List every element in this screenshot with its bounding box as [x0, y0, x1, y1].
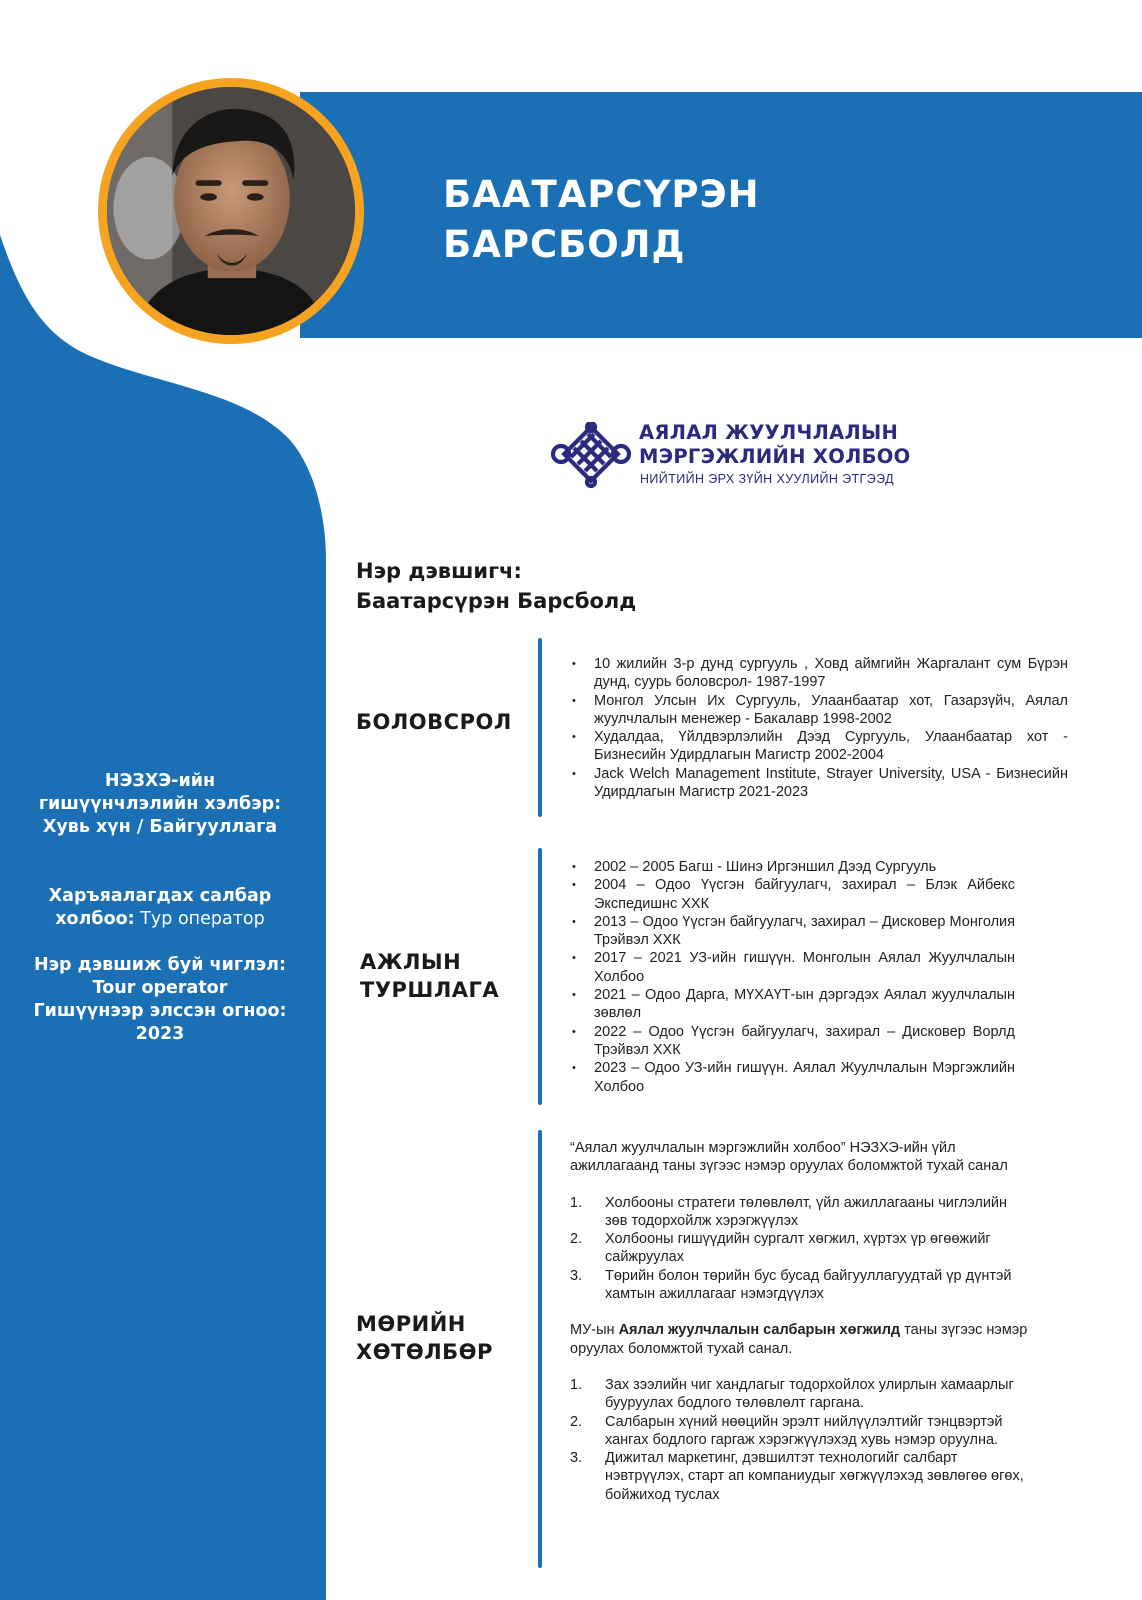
experience-title [360, 948, 499, 1004]
program-intro-sector-prefix: МУ-ын [570, 1322, 619, 1339]
nomination-direction [30, 954, 290, 1046]
education-divider [538, 638, 542, 817]
program-intro-sector [570, 1321, 1030, 1358]
joined-text: Гишүүнээр элссэн огноо: 2023 [33, 1001, 287, 1044]
item-number: 2. [570, 1231, 583, 1248]
header-name [443, 170, 760, 270]
item-number: 1. [570, 1194, 583, 1211]
list-item: • Монгол Улсын Их Сургууль, Улаанбаатар хот, Газарзүйч, Аялал жуулчлалын менежер - Бакалавр 1998-2002 [570, 692, 1068, 729]
item-text: Салбарын хүний нөөцийн эрэлт нийлүүлэлтийг тэнцвэртэй хангах бодлого гаргаж хэрэгжүүлэхэд хувь нэмэр оруулна. [605, 1413, 1003, 1448]
program-intro-sector-bold: Аялал жуулчлалын салбарын хөгжилд [618, 1322, 901, 1339]
membership-type [30, 770, 290, 839]
branch-label: Харъяалагдах салбар холбоо: [48, 886, 272, 929]
program-intro-association: “Аялал жуулчлалын мэргэжлийн холбоо” НЭЗХЭ-ийн үйл ажиллагаанд таны зүгээс нэмэр оруулах боломжтой тухай санал [570, 1140, 1008, 1175]
item-text: Зах зээлийн чиг хандлагыг тодорхойлох улирлын хамаарлыг бууруулах бодлого төлөвлөлт гаргана. [605, 1376, 1014, 1412]
list-item: • 2013 – Одоо Үүсгэн байгуулагч, захирал – Дисковер Монголия Трэйвэл ХХК [570, 913, 1015, 950]
experience-title-line1: АЖЛЫН [360, 950, 462, 974]
candidate-label: Нэр дэвшигч: [356, 559, 522, 583]
numbered-item [570, 1230, 1030, 1267]
program-list-association [570, 1194, 1030, 1304]
list-item: • 2002 – 2005 Багш - Шинэ Иргэншил Дээд Сургууль [570, 858, 1015, 876]
item-number: 1. [570, 1376, 583, 1393]
list-item: • 2022 – Одоо Үүсгэн байгуулагч, захирал – Дисковер Ворлд Трэйвэл ХХК [570, 1023, 1015, 1060]
item-text: Холбооны стратеги төлөвлөлт, үйл ажиллагааны чиглэлийн зөв тодорхойлж хэрэгжүүлэх [605, 1194, 1008, 1229]
education-title: БОЛОВСРОЛ [356, 710, 512, 734]
program-title-line1: МӨРИЙН [356, 1312, 466, 1336]
experience-list [570, 858, 1015, 1096]
numbered-item [570, 1413, 1030, 1450]
header-name-line1: БААТАРСҮРЭН [443, 173, 760, 216]
experience-divider [538, 848, 542, 1105]
item-number: 2. [570, 1413, 583, 1430]
association-logo [550, 418, 930, 493]
candidate-photo [98, 78, 364, 344]
program-title-line2: ХӨТӨЛБӨР [356, 1340, 493, 1364]
numbered-item [570, 1267, 1030, 1304]
list-item: • 2021 – Одоо Дарга, МҮХАҮТ-ын дэргэдэх Аялал жуулчлалын зөвлөл [570, 986, 1015, 1023]
numbered-item [570, 1194, 1030, 1231]
logo-title-line1: АЯЛАЛ ЖУУЛЧЛАЛЫН [639, 421, 899, 444]
endless-knot-icon [550, 422, 632, 488]
candidate-name: Баатарсүрэн Барсболд [356, 589, 637, 613]
candidate-heading [356, 556, 636, 616]
program-content [570, 1139, 1030, 1504]
list-item: • 2023 – Одоо УЗ-ийн гишүүн. Аялал Жуулчлалын Мэргэжлийн Холбоо [570, 1059, 1015, 1096]
direction-text: Нэр дэвшиж буй чиглэл: Tour operator [34, 955, 286, 998]
list-item: • Jack Welch Management Institute, Strayer University, USA - Бизнесийн Удирдлагын Магистр 2021-2023 [570, 765, 1068, 802]
list-item: • 2017 – 2021 УЗ-ийн гишүүн. Монголын Аялал Жуулчлалын Холбоо [570, 949, 1015, 986]
membership-text: НЭЗХЭ-ийн гишүүнчлэлийн хэлбэр: Хувь хүн / Байгууллага [38, 771, 282, 837]
logo-subtitle: НИЙТИЙН ЭРХ ЗҮЙН ХУУЛИЙН ЭТГЭЭД [640, 472, 894, 486]
item-text: Дижитал маркетинг, дэвшилтэт технологийг салбарт нэвтрүүлэх, старт ап компаниудыг хөгжүүлэхэд зөвлөгөө өгөх, бойжиход туслах [605, 1450, 1024, 1503]
branch-value: Тур оператор [134, 909, 265, 929]
branch-association [30, 885, 290, 931]
education-list [570, 655, 1068, 801]
numbered-item [570, 1449, 1030, 1504]
list-item: • Худалдаа, Үйлдвэрлэлийн Дээд Сургууль, Улаанбаатар хот - Бизнесийн Удирдлагын Магистр 2002-2004 [570, 728, 1068, 765]
item-number: 3. [570, 1450, 583, 1467]
logo-title-line2: МЭРГЭЖЛИЙН ХОЛБОО [639, 445, 911, 468]
header-name-line2: БАРСБОЛД [443, 223, 686, 266]
list-item: • 2004 – Одоо Үүсгэн байгуулагч, захирал – Блэк Айбекс Экспедишнс ХХК [570, 876, 1015, 913]
numbered-item [570, 1376, 1030, 1413]
experience-title-line2: ТУРШЛАГА [360, 978, 500, 1002]
item-number: 3. [570, 1267, 583, 1284]
item-text: Төрийн болон төрийн бус бусад байгууллагуудтай үр дүнтэй хамтын ажиллагааг нэмэгдүүлэх [605, 1267, 1012, 1303]
list-item: • 10 жилийн 3-р дунд сургууль , Ховд аймгийн Жаргалант сум Бүрэн дунд, суурь боловсрол- 1987-1997 [570, 655, 1068, 692]
program-divider [538, 1130, 542, 1568]
program-title [356, 1310, 493, 1366]
program-intro-sector-suffix: таны зүгээс нэмэр оруулах боломжтой тухай санал. [570, 1322, 1028, 1357]
program-list-sector [570, 1376, 1030, 1504]
item-text: Холбооны гишүүдийн сургалт хөгжил, хүртэх үр өгөөжийг сайжруулах [605, 1231, 991, 1266]
